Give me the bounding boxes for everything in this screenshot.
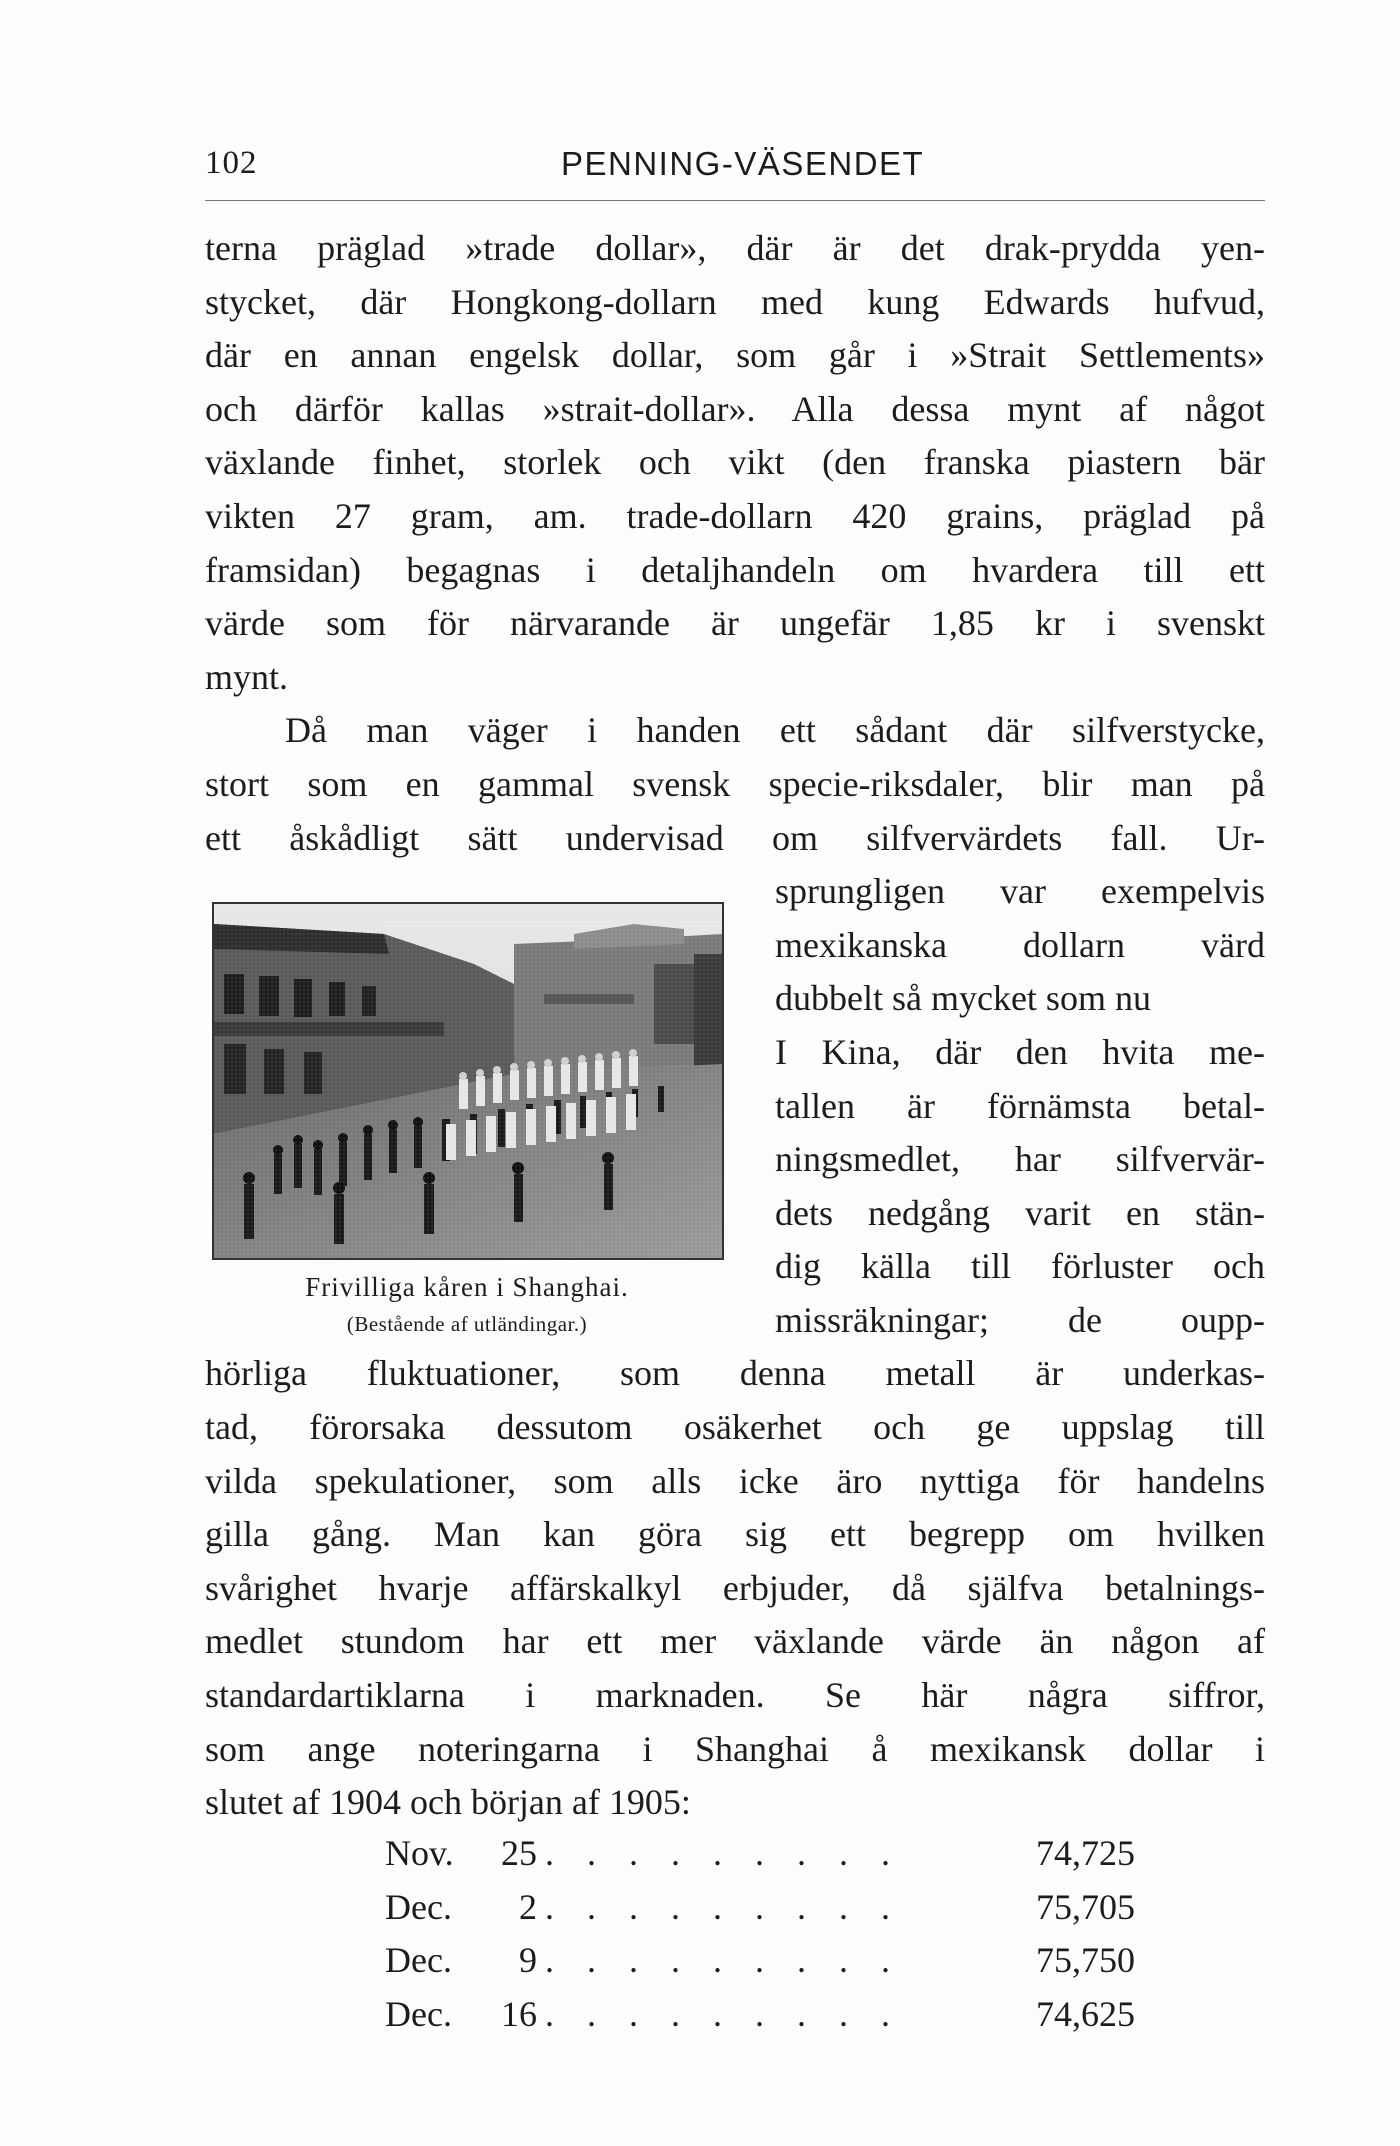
- text-line: stort som en gammal svensk specie-riksdaler, blir man på: [205, 763, 1265, 804]
- text-line: gilla gång. Man kan göra sig ett begrepp om hvilken: [205, 1514, 1265, 1555]
- quote-month: Dec.: [385, 1886, 452, 1927]
- text-line: hörliga fluktuationer, som denna metall är underkas-: [205, 1353, 1265, 1394]
- quote-day: 25: [501, 1833, 537, 1873]
- text-line: ett åskådligt sätt undervisad om silfvervärdets fall. Ur-: [205, 817, 1265, 858]
- running-title: PENNING-VÄSENDET: [561, 145, 925, 182]
- text-line: sprungligen var exempelvis: [775, 871, 1265, 912]
- text-line: mexikanska dollarn värd: [775, 924, 1265, 965]
- quote-day: 16: [501, 1993, 537, 2034]
- text-line: missräkningar; de oupp-: [775, 1299, 1265, 1340]
- text-line: framsidan) begagnas i detaljhandeln om hvardera till ett: [205, 549, 1265, 590]
- quote-value: 75,705: [1036, 1886, 1135, 1927]
- text-line: som ange noteringarna i Shanghai å mexikansk dollar i: [205, 1728, 1265, 1769]
- header-rule: [205, 200, 1265, 201]
- quote-value: 74,725: [1036, 1833, 1135, 1873]
- text-line: mynt.: [205, 656, 289, 697]
- text-line: dubbelt så mycket som nu: [775, 978, 1151, 1019]
- exchange-quotes-table: [205, 1832, 1265, 2046]
- text-line: standardartiklarna i marknaden. Se här några siffror,: [205, 1675, 1265, 1716]
- text-line: vikten 27 gram, am. trade-dollarn 420 grains, präglad på: [205, 495, 1265, 536]
- text-line: värde som för närvarande är ungefär 1,85 kr i svenskt: [205, 603, 1265, 644]
- halftone-photo: [212, 902, 724, 1260]
- text-line: I Kina, där den hvita me-: [775, 1031, 1265, 1072]
- page-header: [205, 140, 1265, 190]
- quote-day: 2: [519, 1886, 537, 1927]
- text-line: Då man väger i handen ett sådant där silfverstycke,: [285, 710, 1265, 751]
- text-line: vilda spekulationer, som alls icke äro nyttiga för handelns: [205, 1460, 1265, 1501]
- text-line: terna präglad »trade dollar», där är det drak-prydda yen-: [205, 228, 1265, 268]
- quote-month: Dec.: [385, 1993, 452, 2034]
- table-row: [205, 1886, 1265, 1940]
- text-line: och därför kallas »strait-dollar». Alla dessa mynt af något: [205, 388, 1265, 429]
- text-line: dig källa till förluster och: [775, 1246, 1265, 1287]
- leader-dots: . . . . . . . . .: [545, 1833, 902, 1873]
- table-row: [205, 1939, 1265, 1993]
- text-line: där en annan engelsk dollar, som går i »Strait Settlements»: [205, 335, 1265, 376]
- quote-value: 75,750: [1036, 1940, 1135, 1981]
- table-row: [205, 1993, 1265, 2047]
- quote-value: 74,625: [1036, 1993, 1135, 2034]
- text-line: stycket, där Hongkong-dollarn med kung Edwards hufvud,: [205, 281, 1265, 322]
- figure-subcaption: (Bestående af utländingar.): [346, 1312, 588, 1336]
- leader-dots: . . . . . . . . .: [545, 1940, 902, 1981]
- text-line: växlande finhet, storlek och vikt (den franska piastern bär: [205, 442, 1265, 483]
- leader-dots: . . . . . . . . .: [545, 1886, 902, 1927]
- text-line: ningsmedlet, har silfvervär-: [775, 1139, 1265, 1180]
- leader-dots: . . . . . . . . .: [545, 1993, 902, 2034]
- figure-shanghai-volunteers: [212, 902, 722, 1336]
- text-line: dets nedgång varit en stän-: [775, 1192, 1265, 1233]
- page-number: 102: [205, 145, 258, 181]
- quote-month: Dec.: [385, 1940, 452, 1981]
- text-line: medlet stundom har ett mer växlande värde än någon af: [205, 1621, 1265, 1662]
- figure-caption: Frivilliga kåren i Shanghai.: [305, 1272, 629, 1302]
- text-line: tallen är förnämsta betal-: [775, 1085, 1265, 1126]
- quote-month: Nov.: [385, 1833, 454, 1873]
- table-row: [205, 1832, 1265, 1886]
- text-line: tad, förorsaka dessutom osäkerhet och ge uppslag till: [205, 1407, 1265, 1448]
- quote-day: 9: [519, 1940, 537, 1981]
- text-line: svårighet hvarje affärskalkyl erbjuder, då själfva betalnings-: [205, 1567, 1265, 1608]
- text-line: slutet af 1904 och början af 1905:: [205, 1782, 691, 1823]
